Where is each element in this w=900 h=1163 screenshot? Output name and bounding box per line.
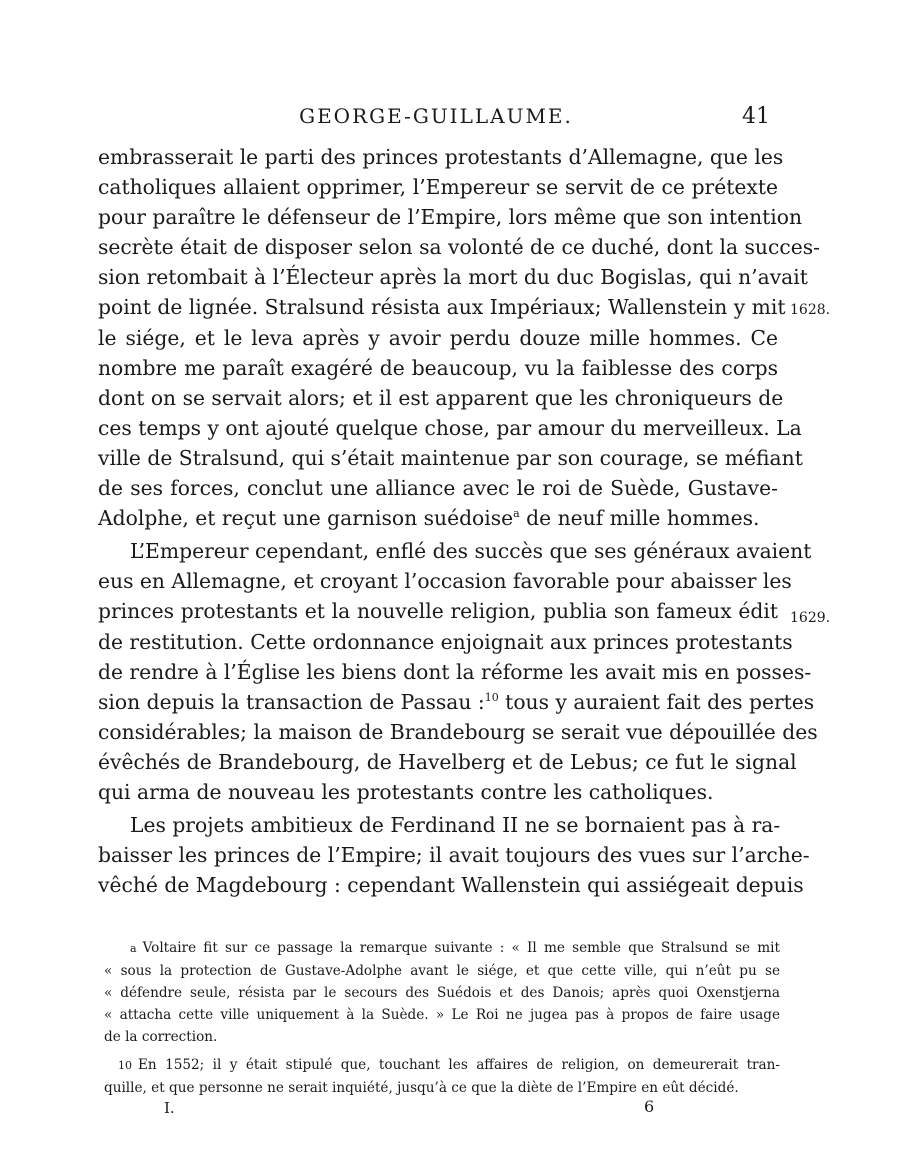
- footnote-10: [104, 1054, 780, 1099]
- text-line: [98, 687, 815, 717]
- sheet-number: 6: [644, 1097, 655, 1116]
- margin-note-year: 1629.: [790, 610, 831, 626]
- text-line: L’Empereur cependant, enflé des succès que ses généraux avaient: [130, 539, 812, 564]
- page-number: 41: [742, 104, 770, 129]
- paragraph-3-body: [98, 840, 810, 900]
- text-fragment: de neuf mille hommes.: [519, 506, 760, 531]
- text-line: [98, 503, 778, 533]
- margin-note-year: 1628.: [790, 302, 831, 318]
- text-line: le siége, et le leva après y avoir perdu douze mille hommes. Ce: [98, 325, 778, 350]
- text-line: catholiques allaient opprimer, l’Empereur se servit de ce prétexte: [98, 175, 778, 200]
- text-line: de restitution. Cette ordonnance enjoignait aux princes protestants: [98, 629, 793, 654]
- text-line: baisser les princes de l’Empire; il avait toujours des vues sur l’arche-: [98, 843, 810, 868]
- text-line: princes protestants et la nouvelle religion, publia son fameux édit: [98, 599, 778, 624]
- footnote-line: [104, 1054, 780, 1077]
- text-line: vêché de Magdebourg : cependant Wallenstein qui assiégeait depuis: [98, 873, 804, 898]
- text-line: eus en Allemagne, et croyant l’occasion favorable pour abaisser les: [98, 569, 792, 594]
- footnote-marker: 10: [118, 1059, 132, 1072]
- text-fragment: tous y auraient fait des pertes: [498, 689, 815, 714]
- running-title: GEORGE-GUILLAUME.: [299, 104, 573, 128]
- text-fragment: Adolphe, et reçut une garnison suédoise: [98, 506, 514, 531]
- text-line: considérables; la maison de Brandebourg se serait vue dépouillée des: [98, 719, 818, 744]
- text-line: de rendre à l’Église les biens dont la réforme les avait mis en posses-: [98, 659, 812, 684]
- footnote-line: « sous la protection de Gustave-Adolphe avant le siége, et que cette ville, qui n’eût pu se: [104, 963, 780, 979]
- footnote-ref: 10: [484, 690, 499, 704]
- footnote-a: [104, 937, 780, 1048]
- text-line: sion retombait à l’Électeur après la mort du duc Bogislas, qui n’avait: [98, 265, 808, 290]
- footnote-marker: a: [130, 942, 137, 955]
- signature-mark: I.: [164, 1099, 175, 1117]
- text-line: ces temps y ont ajouté quelque chose, par amour du merveilleux. La: [98, 415, 802, 440]
- text-fragment: Voltaire fit sur ce passage la remarque suivante : « Il me semble que Stralsund se mit: [142, 940, 780, 956]
- text-line: ville de Stralsund, qui s’était maintenue par son courage, se méfiant: [98, 445, 803, 470]
- footnote-line: « défendre seule, résista par le secours des Suédois et des Danois; après quoi Oxenstjerna: [104, 985, 780, 1001]
- footnote-line: de la correction.: [104, 1029, 218, 1045]
- footnote-line: quille, et que personne ne serait inquiété, jusqu’à ce que la diète de l’Empire en eût décidé.: [104, 1080, 739, 1096]
- footnote-line: [104, 937, 780, 960]
- text-line: point de lignée. Stralsund résista aux Impériaux; Wallenstein y mit: [98, 295, 786, 320]
- paragraph-2-end: [98, 777, 778, 807]
- text-line: Les projets ambitieux de Ferdinand II ne se bornaient pas à ra-: [130, 813, 781, 838]
- text-line: embrasserait le parti des princes protestants d’Allemagne, que les: [98, 145, 784, 169]
- text-line: évêchés de Brandebourg, de Havelberg et de Lebus; ce fut le signal: [98, 749, 797, 774]
- footnote-ref: a: [513, 507, 520, 521]
- text-line: qui arma de nouveau les protestants contre les catholiques.: [98, 779, 714, 804]
- paragraph-1-end: [98, 503, 778, 533]
- text-line: dont on se servait alors; et il est apparent que les chroniqueurs de: [98, 385, 784, 410]
- text-line: nombre me paraît exagéré de beaucoup, vu la faiblesse des corps: [98, 355, 778, 380]
- page-header: [96, 104, 776, 136]
- paragraph-3: [98, 810, 781, 840]
- text-fragment: En 1552; il y était stipulé que, touchant les affaires de religion, on demeurerait tran-: [138, 1057, 780, 1073]
- text-line: de ses forces, conclut une alliance avec le roi de Suède, Gustave-: [98, 476, 778, 501]
- footnote-line: « attacha cette ville uniquement à la Suède. » Le Roi ne jugea pas à propos de faire usage: [104, 1007, 780, 1023]
- text-line: pour paraître le défenseur de l’Empire, lors même que son intention: [98, 205, 803, 230]
- footnotes: [104, 937, 780, 1105]
- text-fragment: sion depuis la transaction de Passau :: [98, 689, 485, 714]
- paragraph-2: [98, 536, 812, 566]
- text-line: secrète était de disposer selon sa volonté de ce duché, dont la succes-: [98, 235, 820, 260]
